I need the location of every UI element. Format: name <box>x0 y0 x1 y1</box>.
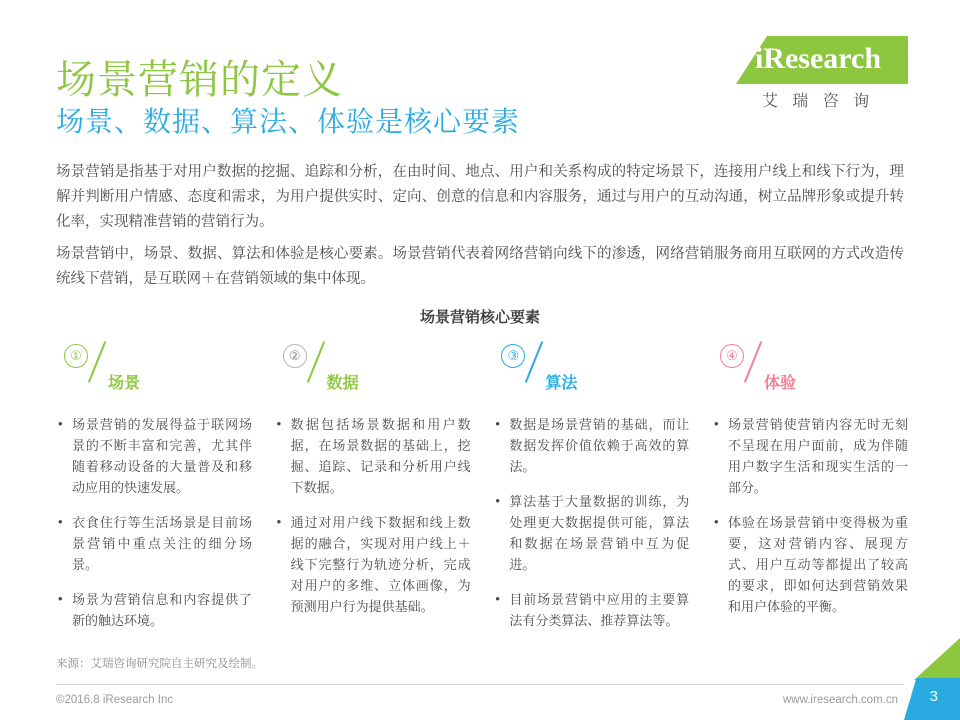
source-note: 来源：艾瑞咨询研究院自主研究及绘制。 <box>56 658 263 670</box>
iresearch-logo <box>728 36 908 116</box>
slash-decoration-3 <box>525 341 543 383</box>
list-item: • 场景营销使营销内容无时无刻不呈现在用户面前，成为伴随用户数字生活和现实生活的一部分。 <box>712 414 908 498</box>
column-bullets-3 <box>493 414 689 631</box>
column-label-4: 体验 <box>763 375 796 392</box>
column-label-2: 数据 <box>326 375 359 392</box>
column-label-1: 场景 <box>108 375 141 392</box>
body-paragraph-1: 场景营销是指基于对用户数据的挖掘、追踪和分析，在由时间、地点、用户和关系构成的特定场景下，连接用户线上和线下行为，理解并判断用户情感、态度和需求，为用户提供实时、定向、创意的信息和内容服务，通过与用户的互动沟通，树立品牌形象或提升转化率，实现精准营销的营销行为。 <box>56 164 904 230</box>
column-header-1 <box>56 340 252 402</box>
footer-divider <box>56 684 904 685</box>
element-column-4 <box>712 340 908 645</box>
page-subtitle: 场景、数据、算法、体验是核心要素 <box>56 106 521 137</box>
list-item: • 场景为营销信息和内容提供了新的触达环境。 <box>56 589 252 631</box>
slash-decoration-4 <box>744 341 762 383</box>
logo-text: iResearch <box>754 42 882 75</box>
element-column-2 <box>275 340 471 645</box>
column-bullets-1 <box>56 414 252 631</box>
column-number-4: ④ <box>720 344 744 368</box>
list-item: • 数据包括场景数据和用户数据，在场景数据的基础上，挖掘、追踪、记录和分析用户线下数据。 <box>275 414 471 498</box>
column-bullets-4 <box>712 414 908 617</box>
column-header-2 <box>275 340 471 402</box>
column-number-1: ① <box>64 344 88 368</box>
list-item: • 数据是场景营销的基础，而让数据发挥价值依赖于高效的算法。 <box>493 414 689 477</box>
logo-subtitle: 艾 瑞 咨 询 <box>761 93 875 110</box>
slash-decoration-2 <box>306 341 324 383</box>
page-title: 场景营销的定义 <box>56 58 343 102</box>
column-header-3 <box>493 340 689 402</box>
list-item: • 通过对用户线下数据和线上数据的融合，实现对用户线上＋线下完整行为轨迹分析，完成对用户的多维、立体画像，为预测用户行为提供基础。 <box>275 512 471 617</box>
core-elements-columns <box>56 340 908 645</box>
column-header-4 <box>712 340 908 402</box>
body-paragraph-2: 场景营销中，场景、数据、算法和体验是核心要素。场景营销代表着网络营销向线下的渗透，网络营销服务商用互联网的方式改造传统线下营销，是互联网＋在营销领域的集中体现。 <box>56 246 904 287</box>
website-url: www.iresearch.com.cn <box>782 694 898 706</box>
column-number-2: ② <box>283 344 307 368</box>
list-item: • 目前场景营销中应用的主要算法有分类算法、推荐算法等。 <box>493 589 689 631</box>
corner-decoration-green <box>914 638 960 680</box>
element-column-3 <box>493 340 689 645</box>
list-item: • 体验在场景营销中变得极为重要，这对营销内容、展现方式、用户互动等都提出了较高的要求，即如何达到营销效果和用户体验的平衡。 <box>712 512 908 617</box>
column-bullets-2 <box>275 414 471 617</box>
chart-title: 场景营销核心要素 <box>419 309 540 326</box>
list-item: • 衣食住行等生活场景是目前场景营销中重点关注的细分场景。 <box>56 512 252 575</box>
slash-decoration-1 <box>88 341 106 383</box>
page-number: 3 <box>929 688 938 705</box>
element-column-1 <box>56 340 252 645</box>
copyright-text: ©2016.8 iResearch Inc <box>56 694 174 706</box>
list-item: • 场景营销的发展得益于联网场景的不断丰富和完善，尤其伴随着移动设备的大量普及和移动应用的快速发展。 <box>56 414 252 498</box>
column-label-3: 算法 <box>545 375 578 392</box>
column-number-3: ③ <box>501 344 525 368</box>
list-item: • 算法基于大量数据的训练，为处理更大数据提供可能，算法和数据在场景营销中互为促进。 <box>493 491 689 575</box>
